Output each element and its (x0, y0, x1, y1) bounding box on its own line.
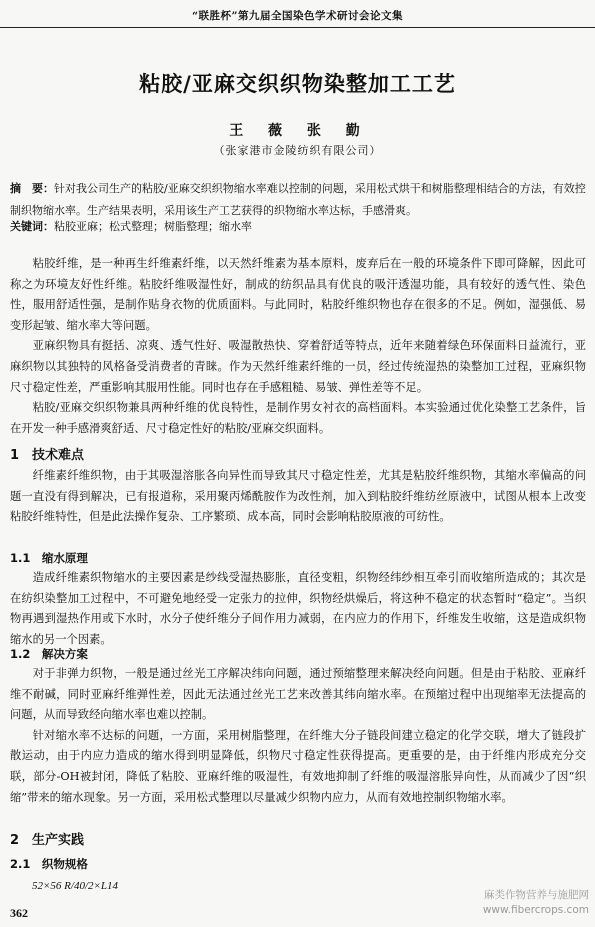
keywords (10, 218, 586, 234)
abstract (10, 178, 586, 222)
section-1-body (10, 466, 586, 528)
watermark-name: 麻类作物营养与施肥网 (484, 889, 589, 901)
section-1-paragraph: 纤维素纤维织物，由于其吸湿溶胀各向异性而导致其尺寸稳定性差，尤其是粘胶纤维织物，其缩水率偏高的问题一直没有得到解决，已有报道称，采用聚丙烯酰胺作为改性剂，加入到粘胶纤维纺丝原液中，试图从根本上改变粘胶纤维特性，但是此法操作复杂、工序繁琐、成本高，同时会影响粘胶原液的可纺性。 (10, 469, 586, 524)
abstract-label: 摘 要： (10, 182, 54, 195)
intro-paragraph: 亚麻织物具有挺括、凉爽、透气性好、吸湿散热快、穿着舒适等特点，近年来随着绿色环保面料日益流行，亚麻织物以其独特的风格备受消费者的青睐。作为天然纤维素纤维的一员，经过传统湿热的染整加工过程，亚麻织物尺寸稳定性差，严重影响其服用性能。同时也存在手感粗糙、易皱、弹性差等不足。 (10, 339, 586, 394)
paper-affiliation: （张家港市金陵纺织有限公司） (213, 144, 382, 157)
section-1-2-heading: 1.2 解决方案 (10, 647, 88, 661)
site-watermark (483, 888, 589, 918)
running-head: “联胜杯”第九届全国染色学术研讨会论文集 (191, 10, 404, 22)
intro-paragraph: 粘胶纤维，是一种再生纤维素纤维，以天然纤维素为基本原料，废弃后在一般的环境条件下即可降解，因此可称之为环境友好性纤维。粘胶纤维吸湿性好，制成的纺织品具有优良的吸汗透湿功能，具有较好的透气性、染色性，服用舒适性强，是制作贴身衣物的优质面料。与此同时，粘胶纤维织物也存在很多的不足。例如，湿强低、易变形起皱、缩水率大等问题。 (10, 257, 586, 332)
header-rule (0, 27, 595, 28)
section-1-2-body (10, 664, 586, 808)
fabric-spec: 52×56 R/40/2×L14 (32, 880, 119, 892)
section-2-1-heading: 2.1 织物规格 (10, 857, 88, 871)
paper-title: 粘胶/亚麻交织织物染整加工工艺 (139, 71, 456, 96)
introduction (10, 254, 586, 439)
keywords-text: 粘胶亚麻；松式整理；树脂整理；缩水率 (54, 220, 252, 233)
intro-paragraph: 粘胶/亚麻交织织物兼具两种纤维的优良特性，是制作男女衬衣的高档面料。本实验通过优化染整工艺条件，旨在开发一种手感滑爽舒适、尺寸稳定性好的粘胶/亚麻交织面料。 (10, 401, 586, 435)
section-1-1-heading: 1.1 缩水原理 (10, 551, 88, 565)
keywords-label: 关键词： (10, 220, 54, 233)
section-1-2-paragraph: 对于非弹力织物，一般是通过丝光工序解决纬向问题，通过预缩整理来解决经向问题。但是由于粘胶、亚麻纤维不耐碱，同时亚麻纤维弹性差，因此无法通过丝光工艺来改善其纬向缩水率。在预缩过程中出现缩率无法提高的问题，从而导致经向缩水率也难以控制。 (10, 667, 586, 722)
section-1-heading: 1 技术难点 (10, 448, 85, 463)
section-1-1-paragraph: 造成纤维素织物缩水的主要因素是纱线受湿热膨胀，直径变粗，织物经纬纱相互牵引而收缩所造成的；其次是在纺织染整加工过程中，不可避免地经受一定张力的拉伸，织物经烘燥后，将这种不稳定的状态暂时“稳定”。当织物再遇到湿热作用或下水时，水分子使纤维分子间作用力减弱，在内应力的作用下，纤维发生收缩，这是造成织物缩水的另一个因素。 (10, 571, 586, 646)
section-1-2-paragraph: 针对缩水率不达标的问题，一方面，采用树脂整理，在纤维大分子链段间建立稳定的化学交联，增大了链段扩散运动，由于内应力造成的缩水得到明显降低，织物尺寸稳定性获得提高。更重要的是，由于纤维内形成充分交联，部分-OH被封闭，降低了粘胶、亚麻纤维的吸湿性，有效地抑制了纤维的吸湿溶胀异向性，从而减少了因“织缩”带来的缩水现象。另一方面，采用松式整理以尽量减少织物内应力，从而有效地控制织物缩水率。 (10, 728, 586, 804)
paper-authors: 王 薇 张 勤 (229, 123, 366, 139)
page-number: 362 (10, 906, 28, 920)
watermark-url: www.fibercrops.com (482, 904, 589, 916)
section-2-heading: 2 生产实践 (10, 833, 85, 848)
abstract-text: 针对我公司生产的粘胶/亚麻交织织物缩水率难以控制的问题，采用松式烘干和树脂整理相结合的方法，有效控制织物缩水率。生产结果表明，采用该生产工艺获得的织物缩水率达标，手感滑爽。 (10, 182, 586, 217)
section-1-1-body (10, 568, 586, 650)
